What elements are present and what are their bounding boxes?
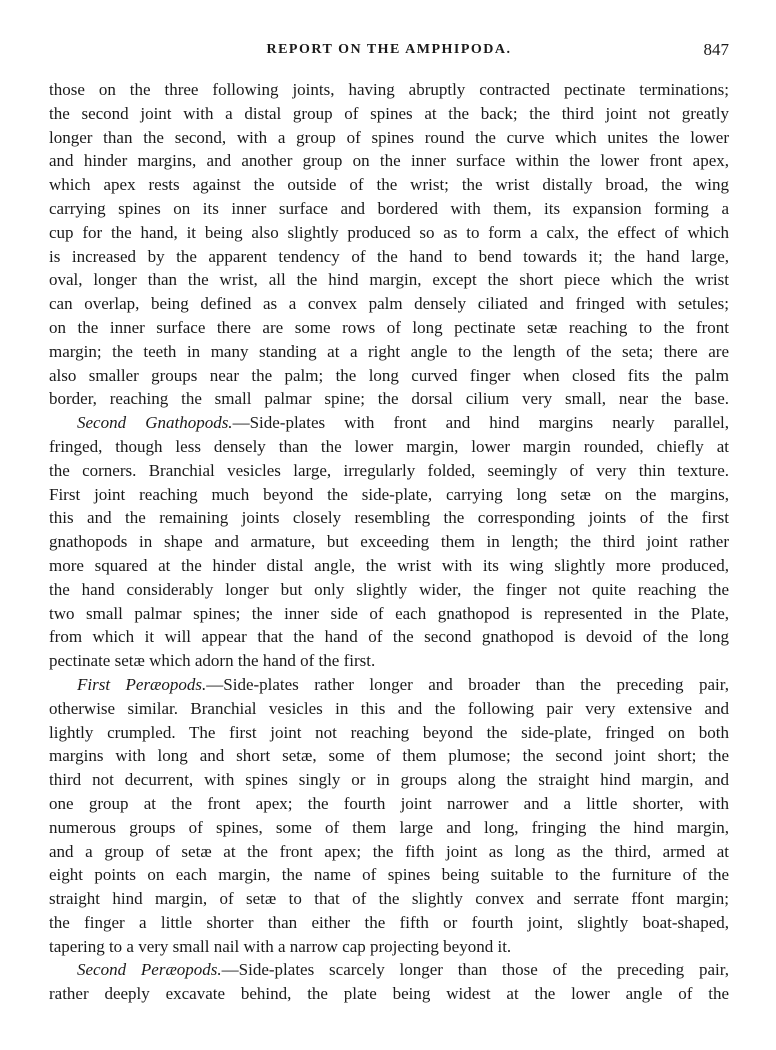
text-line: eight points on each margin, the name of spines being suitable to the furniture of the [49,865,729,885]
paragraph-second-gnathopods [49,411,729,673]
text-line: on the inner surface there are some rows of long pectinate setæ reaching to the front [49,317,729,337]
text-line: more squared at the hinder distal angle, the wrist with its wing slightly more produced, [49,555,729,575]
paragraph-first-line [49,958,729,982]
text-line: the finger a little shorter than either the fifth or fourth joint, slightly boat-shaped, [49,912,729,932]
text-line: margin; the teeth in many standing at a right angle to the length of the seta; there are [49,341,729,361]
text-line: can overlap, being defined as a convex palm densely ciliated and fringed with setules; [49,294,729,314]
text-line: which apex rests against the outside of the wrist; the wrist distally broad, the wing [49,175,729,195]
section-title: Second Peræopods. [77,960,222,980]
page-number: 847 [703,40,729,59]
text-run: —Side-plates with front and hind margins nearly parallel, [232,413,729,433]
paragraph-second-peraeopods [49,958,729,1006]
text-line: cup for the hand, it being also slightly produced so as to form a calx, the effect of which [49,222,729,242]
text-line: First joint reaching much beyond the side-plate, carrying long setæ on the margins, [49,484,729,504]
text-line: those on the three following joints, having abruptly contracted pectinate terminations; [49,80,729,99]
text-line: from which it will appear that the hand of the second gnathopod is devoid of the long [49,627,729,647]
text-line: the corners. Branchial vesicles large, irregularly folded, seemingly of very thin texture. [49,460,729,480]
text-line: is increased by the apparent tendency of the hand to bend towards it; the hand large, [49,246,729,266]
text-line: this and the remaining joints closely resembling the corresponding joints of the first [49,508,729,528]
document-page [49,38,729,1006]
text-line: third not decurrent, with spines singly or in groups along the straight hind margin, and [49,770,729,790]
text-line: the second joint with a distal group of spines at the back; the third joint not greatly [49,103,729,123]
text-line: border, reaching the small palmar spine; the dorsal cilium very small, near the base. [49,389,729,409]
text-line: also smaller groups near the palm; the long curved finger when closed fits the palm [49,365,729,385]
text-line: lightly crumpled. The first joint not reaching beyond the side-plate, fringed on both [49,722,729,742]
text-line: longer than the second, with a group of spines round the curve which unites the lower [49,127,729,147]
text-line: gnathopods in shape and armature, but exceeding them in length; the third joint rather [49,532,729,552]
section-title: First Peræopods. [77,674,207,694]
running-title: REPORT ON THE AMPHIPODA. [266,42,512,57]
text-line: rather deeply excavate behind, the plate being widest at the lower angle of the [49,984,729,1004]
text-line: numerous groups of spines, some of them large and long, fringing the hind margin, [49,817,729,837]
section-title: Second Gnathopods. [77,413,233,433]
text-line: otherwise similar. Branchial vesicles in this and the following pair very extensive and [49,698,729,718]
text-line: two small palmar spines; the inner side of each gnathopod is represented in the Plate, [49,603,729,623]
text-run: —Side-plates rather longer and broader than the preceding pair, [206,674,729,694]
text-line: the hand considerably longer but only slightly wider, the finger not quite reaching the [49,579,729,599]
page-header [49,38,729,64]
text-line: one group at the front apex; the fourth joint narrower and a little shorter, with [49,793,729,813]
text-line: pectinate setæ which adorn the hand of the first. [49,651,376,671]
paragraph-first-gnathopod-continuation [49,78,729,411]
text-line: fringed, though less densely than the lower margin, lower margin rounded, chiefly at [49,436,729,456]
text-line: carrying spines on its inner surface and bordered with them, its expansion forming a [49,198,729,218]
body-text [49,78,729,1006]
text-line: margins with long and short setæ, some of them plumose; the second joint short; the [49,746,729,766]
paragraph-first-line [49,411,729,435]
paragraph-first-peraeopods [49,673,729,959]
text-line: and hinder margins, and another group on the inner surface within the lower front apex, [49,151,729,171]
text-run: —Side-plates scarcely longer than those of the preceding pair, [221,960,729,980]
text-line: and a group of setæ at the front apex; the fifth joint as long as the third, armed at [49,841,729,861]
text-line: tapering to a very small nail with a narrow cap projecting beyond it. [49,936,512,956]
text-line: straight hind margin, of setæ to that of the slightly convex and serrate ffont margin; [49,889,729,909]
text-line: oval, longer than the wrist, all the hind margin, except the short piece which the wrist [49,270,729,290]
paragraph-first-line [49,673,729,697]
